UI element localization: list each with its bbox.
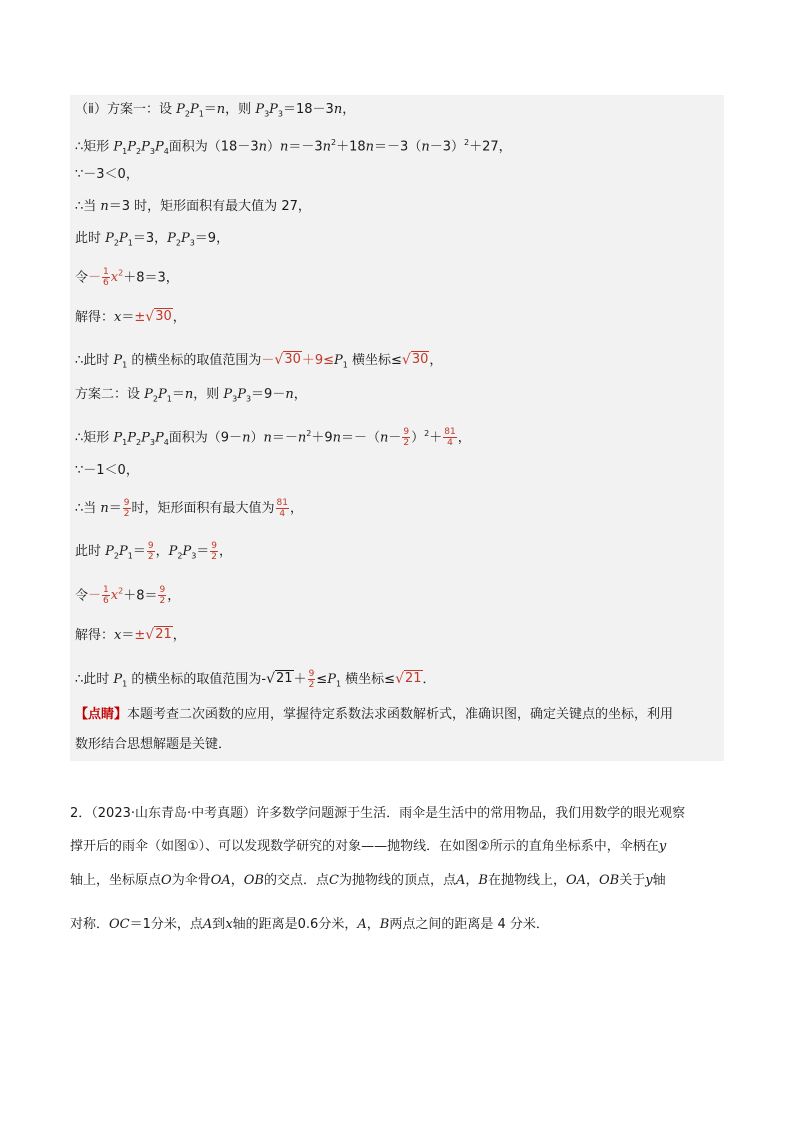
solution-line-9: 方案二：设 $P_2P_1=n$，则 $P_3P_3=9-n$， — [75, 387, 307, 404]
solution-line-5: 此时 $P_2P_1=3$，$P_2P_3=9$， — [75, 231, 230, 248]
solution-line-12: ∴当 n＝ $\frac{9}{2}$ 时，矩形面积有最大值为 $\frac{81}{4}$ ， — [75, 498, 304, 519]
question-line-3: 轴上，坐标原点O为伞骨OA，OB的交点．点C为抛物线的顶点，点A，B在抛物线上，OA，OB关于y轴 — [70, 873, 666, 888]
question-line-1: 2．（2023·山东青岛·中考真题）许多数学问题源于生活．雨伞是生活中的常用物品，我们用数学的眼光观察 — [70, 806, 686, 821]
tip-label: 【点睛】 — [75, 707, 128, 722]
question-line-2: 撑开后的雨伞（如图①）、可以发现数学研究的对象——抛物线．在如图②所示的直角坐标系中，伞柄在y — [70, 839, 667, 854]
question-line-4: 对称．OC＝1分米，点A到x轴的距离是0.6分米，A，B两点之间的距离是 4 分米． — [70, 917, 549, 932]
solution-line-11: ∵－1＜0， — [75, 463, 139, 478]
solution-line-16: ∴此时 $P_1$ 的横坐标的取值范围为- √ 21 ＋ $\frac{9}{2}$ $\le P_1$ 横坐标≤ √ 21 ． — [75, 669, 436, 690]
solution-line-13: 此时 $P_2P_1=$ $\frac{9}{2}$ ，$P_2P_3=$ $\frac{9}{2}$ ， — [75, 541, 233, 562]
solution-line-7: 解得：x＝± √ 30 ， — [75, 309, 186, 325]
solution-line-10: ∴矩形 $P_1P_2P_3P_4$面积为$(9-n)n=-n^2+9n=-(n-$ $\frac{9}{2}$ ）$^2$＋ $\frac{81}{4}$ ， — [75, 427, 471, 449]
solution-line-4: ∴当 n＝3 时，矩形面积有最大值为 27， — [75, 199, 311, 214]
tip-line-1 — [75, 706, 673, 724]
solution-line-6: 令－ $\frac{1}{6}$ $x^2+8=3$， — [75, 267, 179, 289]
tip-text: 本题考查二次函数的应用，掌握待定系数法求函数解析式，准确识图，确定关键点的坐标，利用 — [127, 707, 674, 722]
solution-line-8: ∴此时 $P_1$ 的横坐标的取值范围为－ √ 30 $+9\le P_1$ 横坐标≤ √ 30 ， — [75, 352, 443, 370]
solution-line-1: （ⅱ）方案一：设 $P_2P_1=n$，则 $P_3P_3=18-3n$， — [75, 102, 356, 119]
solution-line-2: ∴矩形 $P_1P_2P_3P_4$面积为$(18-3n)n=-3n^2+18n=-3(n-3)^2+27$， — [75, 138, 512, 156]
solution-line-3: ∵－3＜0， — [75, 167, 139, 182]
solution-line-15: 解得：x＝± √ 21 ， — [75, 627, 186, 643]
tip-line-2: 数形结合思想解题是关键． — [75, 737, 232, 752]
solution-line-14: 令－ $\frac{1}{6}$ $x^2+8=$ $\frac{9}{2}$ ， — [75, 585, 181, 607]
